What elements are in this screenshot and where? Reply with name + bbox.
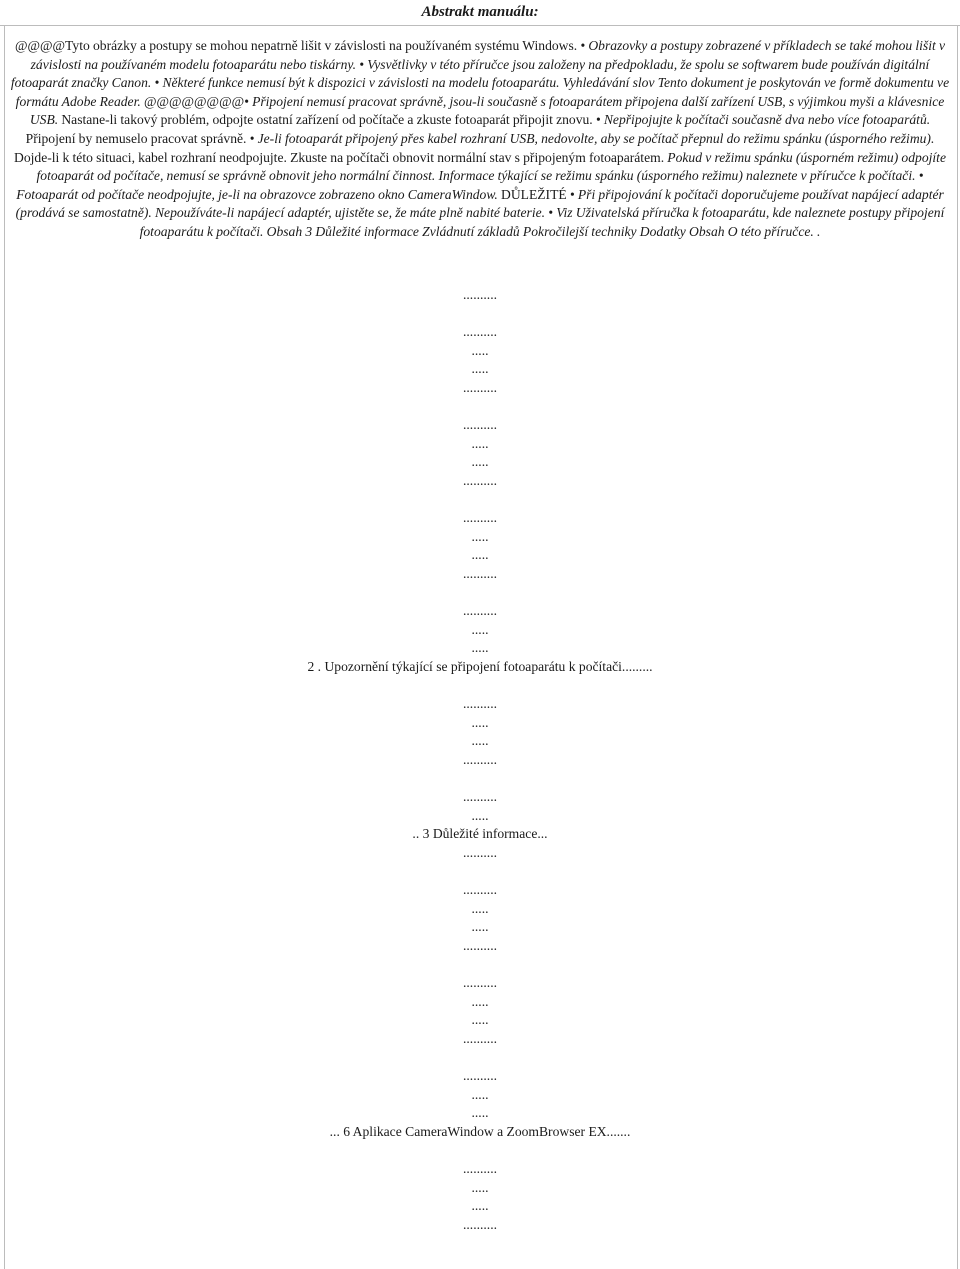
abstract-segment: • Je-li fotoaparát připojený přes kabel rozhraní USB, nedovolte, aby se počítač přepnul do režimu spánku (úsporného režimu). bbox=[249, 130, 935, 146]
frame-left-border bbox=[4, 26, 5, 1269]
toc-dot-leader: .......... bbox=[463, 1160, 497, 1176]
toc-dot-leader: ..... bbox=[471, 342, 489, 358]
toc-dot-leader: .......... bbox=[463, 882, 497, 897]
abstract-segment: • Při připojování k počítači doporučujeme používat napájecí adaptér (prodává se samostatně). bbox=[15, 186, 944, 221]
table-of-contents bbox=[8, 286, 952, 1234]
abstract-segment: • Vysvětlivky v této příručce jsou založeny na předpokladu, že spolu se softwarem bude používán digitální fotoaparát značky Canon. bbox=[10, 56, 930, 91]
toc-dot-leader: ..... bbox=[471, 621, 489, 637]
toc-dot-leader: ..... bbox=[471, 1179, 489, 1195]
toc-dot-leader: .......... bbox=[463, 1030, 497, 1046]
toc-dot-leader: ..... bbox=[471, 1198, 489, 1214]
toc-spacer bbox=[8, 584, 952, 603]
abstract-segment: @@@@@@@@ bbox=[143, 93, 245, 109]
toc-entry: 2 . Upozornění týkající se připojení fotoaparátu k počítači......... bbox=[307, 658, 653, 674]
page-header bbox=[0, 0, 960, 26]
toc-dot-leader: ..... bbox=[471, 361, 489, 377]
abstract-segment: • Připojení nemusí pracovat správně, jsou-li současně s fotoaparátem připojena další zařízení USB, s výjimkou myši a klávesnice USB. bbox=[29, 93, 945, 128]
toc-spacer bbox=[8, 769, 952, 788]
toc-dot-leader: .......... bbox=[463, 510, 497, 526]
abstract-segment: Nepoužíváte-li napájecí adaptér, ujistěte se, že máte plně nabité baterie. bbox=[154, 205, 549, 221]
abstract-segment: @@@@Tyto obrázky a postupy se mohou nepatrně lišit v závislosti na používaném systému Windows. bbox=[14, 38, 581, 53]
toc-dot-leader: .......... bbox=[463, 287, 497, 302]
toc-spacer bbox=[8, 305, 952, 324]
abstract-text bbox=[8, 37, 952, 242]
toc-spacer bbox=[8, 1048, 952, 1067]
toc-dot-leader: .......... bbox=[463, 472, 497, 488]
toc-dot-leader: ..... bbox=[471, 733, 489, 749]
abstract-segment: Připojení by nemuselo pracovat správně. bbox=[25, 130, 250, 146]
toc-dot-leader: .......... bbox=[463, 696, 497, 712]
toc-dot-leader: ..... bbox=[471, 1105, 489, 1121]
toc-dot-leader: .......... bbox=[463, 844, 497, 860]
abstract-segment: Obsah 3 Důležité informace Zvládnutí základů Pokročilejší techniky Dodatky Obsah O této příručce. . bbox=[266, 223, 821, 239]
abstract-segment: Informace týkající se režimu spánku (úsporného režimu) naleznete v příručce k počítači. bbox=[438, 168, 919, 184]
toc-spacer bbox=[8, 491, 952, 510]
page-title: Abstrakt manuálu: bbox=[421, 4, 539, 20]
toc-spacer bbox=[8, 676, 952, 695]
toc-dot-leader: ..... bbox=[471, 1012, 489, 1028]
toc-dot-leader: .......... bbox=[463, 751, 497, 767]
toc-entry: .. 3 Důležité informace... bbox=[412, 826, 548, 842]
toc-dot-leader: .......... bbox=[463, 937, 497, 953]
abstract-segment: Dojde-li k této situaci, kabel rozhraní neodpojujte. Zkuste na počítači obnovit normální stav s připojeným fotoaparátem. bbox=[14, 149, 668, 165]
toc-entry: ... 6 Aplikace CameraWindow a ZoomBrowser EX....... bbox=[329, 1123, 631, 1139]
toc-dot-leader: ..... bbox=[471, 435, 489, 451]
toc-dot-leader: .......... bbox=[463, 379, 497, 395]
toc-dot-leader: ..... bbox=[471, 528, 489, 544]
toc-dot-leader: ..... bbox=[471, 454, 489, 470]
toc-dot-leader: .......... bbox=[463, 565, 497, 581]
toc-dot-leader: ..... bbox=[471, 640, 489, 656]
abstract-segment: • Některé funkce nemusí být k dispozici v závislosti na modelu fotoaparátu. bbox=[154, 75, 563, 91]
abstract-segment: Nastane-li takový problém, odpojte ostatní zařízení od počítače a zkuste fotoaparát připojit znovu. bbox=[61, 112, 596, 128]
toc-dot-leader: .......... bbox=[463, 603, 497, 619]
toc-spacer bbox=[8, 1141, 952, 1160]
abstract-segment: DŮLEŽITÉ bbox=[501, 186, 570, 202]
toc-dot-leader: ..... bbox=[471, 714, 489, 730]
toc-dot-leader: ..... bbox=[471, 807, 489, 823]
toc-dot-leader: .......... bbox=[463, 1216, 497, 1232]
toc-dot-leader: ..... bbox=[471, 1086, 489, 1102]
abstract-segment: • Obrazovky a postupy zobrazené v příkladech se také mohou lišit v závislosti na používaném modelu fotoaparátu nebo tiskárny. bbox=[30, 38, 945, 72]
toc-dot-leader: ..... bbox=[471, 547, 489, 563]
toc-dot-leader: ..... bbox=[471, 900, 489, 916]
abstract-segment: Vyhledávání slov Tento dokument je poskytován ve formě dokumentu ve formátu Adobe Reader. bbox=[15, 75, 950, 109]
toc-spacer bbox=[8, 955, 952, 974]
frame-right-border bbox=[957, 26, 958, 1269]
toc-dot-leader: ..... bbox=[471, 993, 489, 1009]
abstract-segment: Pokud v režimu spánku (úsporném režimu) odpojíte fotoaparát od počítače, nemusí se správně obnovit jeho normální činnost. bbox=[36, 149, 946, 184]
toc-dot-leader: .......... bbox=[463, 789, 497, 805]
abstract-segment: • Nepřipojujte k počítači současně dva nebo více fotoaparátů. bbox=[595, 112, 931, 128]
abstract-segment: • Fotoaparát od počítače neodpojujte, je-li na obrazovce zobrazeno okno CameraWindow. bbox=[16, 168, 924, 202]
toc-dot-leader: .......... bbox=[463, 324, 497, 340]
abstract-segment: • Viz Uživatelská příručka k fotoaparátu, kde naleznete postupy připojení fotoaparátu k počítači. bbox=[139, 205, 945, 239]
toc-dot-leader: ..... bbox=[471, 919, 489, 935]
toc-spacer bbox=[8, 398, 952, 417]
toc-spacer bbox=[8, 862, 952, 881]
toc-dot-leader: .......... bbox=[463, 1067, 497, 1083]
toc-dot-leader: .......... bbox=[463, 417, 497, 433]
toc-dot-leader: .......... bbox=[463, 974, 497, 990]
